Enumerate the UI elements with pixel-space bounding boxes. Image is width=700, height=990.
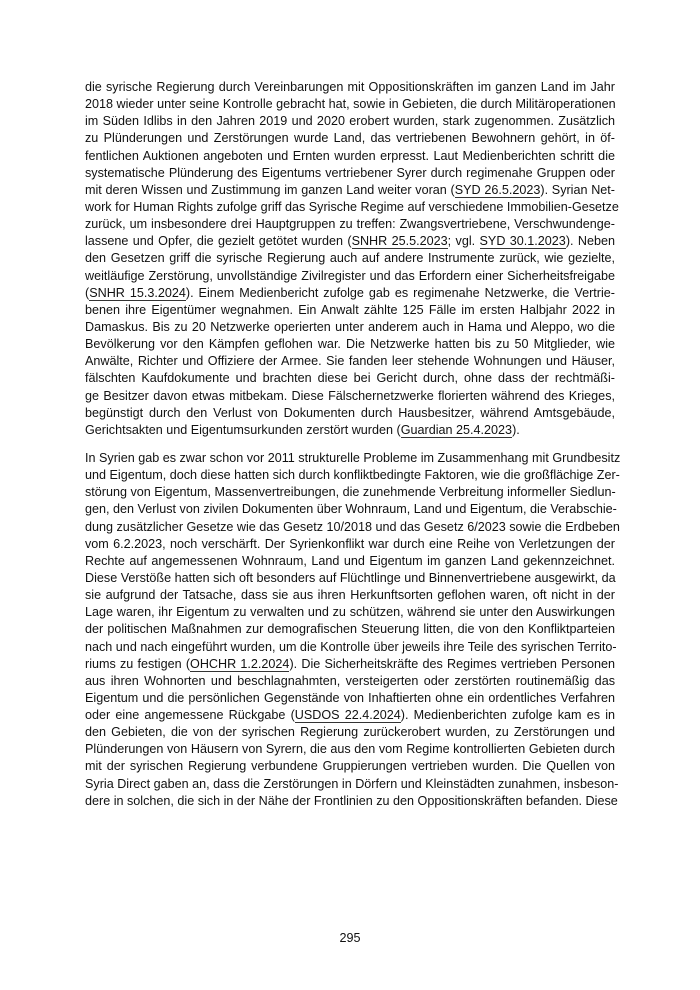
text-line	[85, 553, 615, 570]
text-line	[85, 639, 615, 656]
text-line	[85, 285, 615, 302]
text-line	[85, 776, 619, 793]
text-segment: lassene und Opfer, die gezielt getötet wurden (	[85, 234, 352, 249]
text-segment: begünstigt durch den Verlust von Dokumenten durch Hausbesitzer, während Amtsgebäude,	[85, 405, 615, 420]
text-segment: riums zu festigen (	[85, 656, 191, 671]
text-segment: mit der syrischen Regierung verbundene Gruppierungen vertrieben wurden. Die Quellen von	[85, 759, 615, 774]
text-segment: In Syrien gab es zwar schon vor 2011 strukturelle Probleme im Zusammenhang mit Grundbesitz	[85, 450, 621, 465]
text-segment: Anwälte, Richter und Offiziere der Armee. Sie fanden leer stehende Wohnungen und Häuser,	[85, 354, 615, 369]
source-reference-link[interactable]: SNHR 15.3.2024	[89, 285, 186, 300]
source-reference-link[interactable]: SNHR 25.5.2023	[351, 234, 448, 249]
text-line	[85, 130, 615, 147]
source-reference-link[interactable]: USDOS 22.4.2024	[294, 708, 401, 723]
text-segment: Rechte auf angemessenen Wohnraum, Land und Eigentum im ganzen Land gekennzeichnet.	[85, 553, 615, 568]
text-segment: 2018 wieder unter seine Kontrolle gebracht hat, sowie in Gebieten, die durch Militäroperationen	[85, 97, 616, 112]
text-line	[85, 501, 615, 518]
text-line	[85, 587, 615, 604]
text-segment: ). Neben	[565, 234, 615, 249]
text-segment: vom 6.2.2023, noch verschärft. Der Syrienkonflikt war durch eine Reihe von Verletzungen der	[85, 536, 615, 551]
text-segment: den Gesetzen griff die syrische Regierung auch auf andere Instrumente zurück, wie gezielte,	[85, 251, 615, 266]
text-segment: Bevölkerung vor den Kämpfen geflohen war. Die Netzwerke hatten bis zu 50 Mitglieder, wie	[85, 337, 615, 352]
text-line	[85, 621, 615, 638]
text-segment: sie aufgrund der Tatsache, dass sie aus ihren Herkunftsorten geflohen waren, oft nicht in der	[85, 588, 615, 603]
text-segment: ). Einem Medienbericht zufolge gab es regimenahe Netzwerke, die Vertrie-	[185, 285, 615, 300]
text-line	[85, 79, 615, 96]
text-segment: zurück, um insbesondere drei Hauptgruppen zu treffen: Zwangsvertriebene, Verschwundenge-	[85, 217, 615, 232]
text-line	[85, 604, 615, 621]
text-segment: (	[85, 285, 90, 300]
text-line	[85, 570, 615, 587]
source-reference-link[interactable]: Guardian 25.4.2023	[400, 422, 513, 437]
text-line	[85, 319, 615, 336]
text-line	[85, 216, 615, 233]
text-segment: benen ihre Eigentümer wegnahmen. Ein Anwalt zählte 125 Fälle im ersten Halbjahr 2022 in	[85, 302, 615, 317]
text-line	[85, 536, 615, 553]
text-segment: Syria Direct gaben an, dass die Zerstörungen in Dörfern und Kleinstädten zunahmen, insbeson-	[85, 776, 619, 791]
text-line	[85, 484, 615, 501]
text-line	[85, 467, 620, 484]
source-reference-link[interactable]: OHCHR 1.2.2024	[190, 656, 290, 671]
text-segment: fentlichen Auktionen angeboten und Ernten wurden erpresst. Laut Medienberichten schritt die	[85, 148, 615, 163]
text-line	[85, 370, 615, 387]
text-segment: dung zusätzlicher Gesetze wie das Gesetz 10/2018 und das Gesetz 6/2023 sowie die Erdbeben	[85, 519, 620, 534]
page-number: 295	[339, 931, 361, 945]
text-segment: fälschten Kaufdokumente und brachten diese bei Gericht durch, ohne dass der rechtmäßi-	[85, 371, 615, 386]
text-segment: work for Human Rights zufolge griff das Syrische Regime auf verschiedene Immobilien-Gesetze	[85, 199, 619, 214]
text-line	[85, 165, 615, 182]
text-line	[85, 656, 615, 673]
text-segment: dere in solchen, die sich in der Nähe der Frontlinien zu den Oppositionskräften befanden. Diese	[85, 793, 618, 808]
text-line	[85, 388, 615, 405]
text-line	[85, 336, 615, 353]
source-reference-link[interactable]: SYD 30.1.2023	[479, 234, 566, 249]
text-line	[85, 450, 621, 467]
text-line	[85, 113, 615, 130]
text-segment: Plünderungen von Häusern von Syrern, die aus den vom Regime kontrollierten Gebieten durch	[85, 742, 615, 757]
text-segment: gen, den Verlust von zivilen Dokumenten über Wohnraum, Land und Eigentum, die Verabschie-	[85, 502, 617, 517]
paragraph	[85, 79, 619, 439]
text-line	[85, 793, 618, 810]
text-segment: ge Besitzer davon etwas mitbekam. Diese Fälschernetzwerke florierten während des Krieges,	[85, 388, 615, 403]
text-segment: störung von Eigentum, Massenvertreibungen, die zunehmende Verbreitung informeller Siedlun-	[85, 485, 616, 500]
text-line	[85, 148, 615, 165]
text-line	[85, 673, 615, 690]
text-segment: Eigentum und die persönlichen Gegenstände von Inhaftierten ohne ein ordentliches Verfahren	[85, 690, 615, 705]
text-segment: oder eine angemessene Rückgabe (	[85, 708, 295, 723]
text-line	[85, 302, 615, 319]
paragraph	[85, 450, 621, 810]
text-line	[85, 233, 615, 250]
text-line	[85, 690, 615, 707]
text-segment: den Gebieten, die von der syrischen Regierung zurückerobert wurden, zu Zerstörungen und	[85, 725, 615, 740]
text-line	[85, 724, 615, 741]
text-segment: ). Syrian Net-	[540, 182, 616, 197]
text-line	[85, 405, 615, 422]
text-segment: ). Medienberichten zufolge kam es in	[400, 708, 616, 723]
text-line	[85, 353, 615, 370]
text-line	[85, 268, 615, 285]
text-line	[85, 519, 620, 536]
text-segment: mit deren Wissen und Zustimmung im ganzen Land weiter voran (	[85, 182, 455, 197]
text-line	[85, 758, 615, 775]
text-segment: nach und nach eingeführt wurden, um die Kontrolle über jeweils ihre Teile des syrischen Territo-	[85, 639, 617, 654]
text-segment: zu Plünderungen und Zerstörungen wurde Land, das vertriebenen Bewohnern gehört, in öf-	[85, 131, 615, 146]
text-line	[85, 96, 615, 113]
text-line	[85, 182, 615, 199]
text-segment: und Eigentum, doch diese hatten sich durch konfliktbedingte Faktoren, wie die großflächige Zer-	[85, 468, 620, 483]
text-segment: Diese Verstöße hatten sich oft besonders auf Flüchtlinge und Binnenvertriebene ausgewirkt, da	[85, 570, 616, 585]
text-segment: ). Die Sicherheitskräfte des Regimes vertrieben Personen	[289, 656, 616, 671]
text-line	[85, 741, 615, 758]
body-text	[85, 79, 621, 821]
text-segment: systematische Plünderung des Eigentums vertriebener Syrer durch regimenahe Gruppen oder	[85, 165, 615, 180]
text-segment: aus ihren Wohnorten und beschlagnahmten, versteigerten oder zerstörten routinemäßig das	[85, 673, 615, 688]
text-segment: Gerichtsakten und Eigentumsurkunden zerstört wurden (	[85, 422, 401, 437]
text-segment: ; vgl.	[447, 234, 480, 249]
text-segment: weitläufige Zerstörung, unvollständige Zivilregister und das Erfordern einer Sicherheitsfreigabe	[85, 268, 615, 283]
text-segment: der politischen Maßnahmen zur demografischen Steuerung litten, die von den Konfliktparteien	[85, 622, 615, 637]
source-reference-link[interactable]: SYD 26.5.2023	[454, 182, 541, 197]
text-segment: im Süden Idlibs in den Jahren 2019 und 2020 erobert wurden, stark zugenommen. Zusätzlich	[85, 114, 615, 129]
text-segment: die syrische Regierung durch Vereinbarungen mit Oppositionskräften im ganzen Land im Jahr	[85, 80, 615, 94]
text-line	[85, 422, 615, 439]
text-segment: ).	[512, 422, 520, 437]
text-line	[85, 250, 615, 267]
text-line	[85, 707, 615, 724]
text-segment: Damaskus. Bis zu 20 Netzwerke operierten unter anderem auch in Hama und Aleppo, wo die	[85, 319, 615, 334]
text-segment: Lage waren, ihr Eigentum zu verwalten und zu schützen, während sie unter den Auswirkungen	[85, 605, 615, 620]
text-line	[85, 199, 619, 216]
